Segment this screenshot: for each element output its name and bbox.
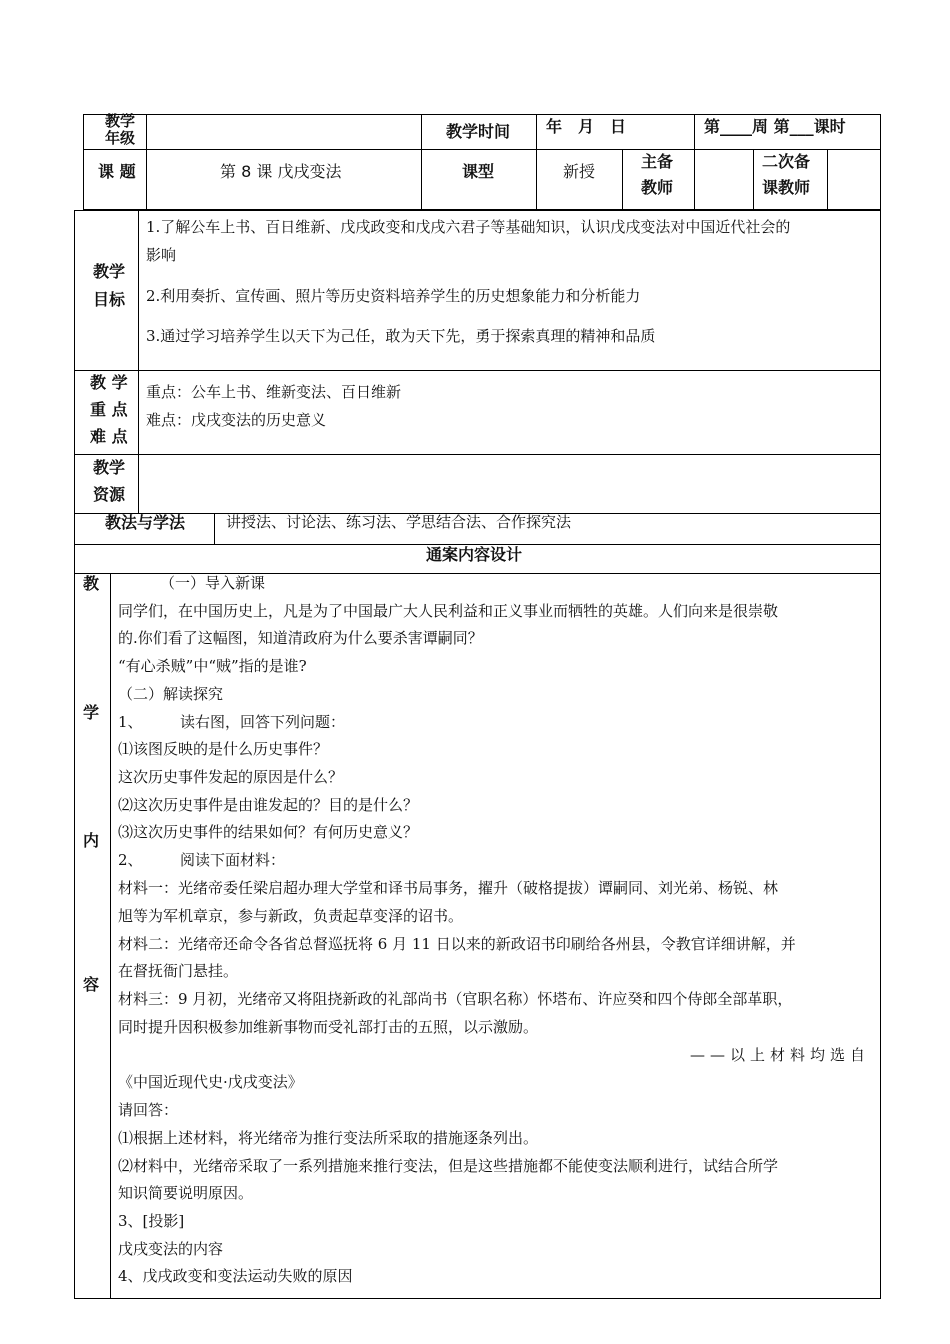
col-divider bbox=[536, 114, 537, 210]
content-side-char: 内 bbox=[83, 831, 100, 850]
main-prep-line2: 教师 bbox=[641, 178, 674, 197]
keypoints-label-line2: 重 点 bbox=[90, 400, 128, 419]
main-prep-line1: 主备 bbox=[641, 152, 674, 171]
content-line: 同时提升因积极参加维新事物而受礼部打击的五照，以示激励。 bbox=[118, 1018, 539, 1036]
topic-value: 第 8 课 戊戌变法 bbox=[220, 162, 342, 181]
content-line: “有心杀贼”中“贼”指的是谁? bbox=[118, 657, 307, 675]
content-line: ⑶这次历史事件的结果如何？有何历史意义？ bbox=[118, 823, 419, 841]
resources-label-line1: 教学 bbox=[93, 458, 126, 477]
methods-label: 教法与学法 bbox=[105, 513, 186, 532]
content-line: 请回答： bbox=[118, 1101, 179, 1119]
methods-col-divider bbox=[214, 513, 215, 544]
content-line: （一）导入新课 bbox=[160, 574, 266, 592]
content-col-divider bbox=[110, 573, 111, 1299]
type-value: 新授 bbox=[563, 162, 596, 181]
content-line: 2、 阅读下面材料： bbox=[118, 851, 286, 869]
content-line: （二）解读探究 bbox=[118, 685, 224, 703]
objectives-label bbox=[93, 258, 125, 314]
content-line: 这次历史事件发起的原因是什么？ bbox=[118, 768, 344, 786]
col-divider bbox=[827, 149, 828, 210]
resources-label bbox=[93, 454, 125, 508]
content-line: 材料三：9 月初，光绪帝又将阻挠新政的礼部尚书（官职名称）怀塔布、许应癸和四个侍郎全部革职， bbox=[118, 990, 793, 1008]
resources-label-line2: 资源 bbox=[93, 485, 126, 504]
content-side-char: 教 bbox=[83, 574, 100, 593]
content-side-char: 学 bbox=[83, 703, 100, 722]
content-line: ⑴该图反映的是什么历史事件？ bbox=[118, 740, 329, 758]
objective-item: 1.了解公车上书、百日维新、戊戌政变和戊戌六君子等基础知识，认识戊戌变法对中国近代社会的 bbox=[146, 218, 791, 236]
second-prep-label bbox=[762, 149, 810, 201]
topic-label: 课 题 bbox=[98, 162, 136, 181]
key-point: 重点：公车上书、维新变法、百日维新 bbox=[146, 383, 402, 401]
col-divider bbox=[421, 114, 422, 210]
content-line: ⑵这次历史事件是由谁发起的？目的是什么？ bbox=[118, 796, 419, 814]
content-line: 1、 读右图，回答下列问题： bbox=[118, 713, 346, 731]
objective-item: 2.利用奏折、宣传画、照片等历史资料培养学生的历史想象能力和分析能力 bbox=[146, 287, 641, 305]
objectives-label-line2: 目标 bbox=[93, 290, 126, 309]
content-line: 在督抚衙门悬挂。 bbox=[118, 962, 239, 980]
col-divider bbox=[622, 149, 623, 210]
content-line: 材料二：光绪帝还命令各省总督巡抚将 6 月 11 日以来的新政诏书印刷给各州县，令教官详细讲解，并 bbox=[118, 935, 796, 953]
content-line: 旭等为军机章京，参与新政，负责起草变泽的诏书。 bbox=[118, 907, 464, 925]
objective-item: 影响 bbox=[146, 246, 177, 264]
content-side-char: 容 bbox=[83, 975, 100, 994]
content-line: 同学们，在中国历史上，凡是为了中国最广大人民利益和正义事业而牺牲的英雄。人们向来是很崇敬 bbox=[118, 602, 779, 620]
content-line: 《中国近现代史·戊戌变法》 bbox=[118, 1073, 303, 1091]
content-line: 知识简要说明原因。 bbox=[118, 1184, 254, 1202]
label-col-divider bbox=[138, 210, 139, 514]
second-prep-line2: 课教师 bbox=[762, 178, 811, 197]
objectives-label-line1: 教学 bbox=[93, 262, 126, 281]
content-line: 戊戌变法的内容 bbox=[118, 1240, 224, 1258]
content-line: ⑴根据上述材料，将光绪帝为推行变法所采取的措施逐条列出。 bbox=[118, 1129, 539, 1147]
objective-item: 3.通过学习培养学生以天下为己任，敢为天下先，勇于探索真理的精神和品质 bbox=[146, 327, 656, 345]
date-text: 年 月 日 bbox=[546, 117, 627, 136]
content-line: ⑵材料中，光绪帝采取了一系列措施来推行变法，但是这些措施都不能使变法顺利进行，试结合所学 bbox=[118, 1157, 779, 1175]
grade-label-line2: 年级 bbox=[104, 129, 135, 147]
col-divider bbox=[146, 114, 147, 210]
source-citation: ——以上材料均选自 bbox=[689, 1046, 870, 1064]
col-divider bbox=[694, 114, 695, 210]
col-divider bbox=[753, 149, 754, 210]
design-title: 通案内容设计 bbox=[426, 545, 523, 564]
keypoints-label bbox=[90, 369, 128, 450]
time-label: 教学时间 bbox=[446, 122, 511, 141]
keypoints-label-line1: 教 学 bbox=[90, 373, 128, 392]
objectives-table bbox=[74, 210, 881, 514]
row-divider bbox=[74, 454, 881, 455]
week-text: 第____周 第___课时 bbox=[704, 117, 846, 136]
type-label: 课型 bbox=[462, 162, 495, 181]
second-prep-line1: 二次备 bbox=[762, 152, 811, 171]
content-line: 的.你们看了这幅图，知道清政府为什么要杀害谭嗣同？ bbox=[118, 629, 483, 647]
content-line: 材料一：光绪帝委任梁启超办理大学堂和译书局事务，擢升（破格提拔）谭嗣同、刘光弟、杨锐、林 bbox=[118, 879, 779, 897]
methods-value: 讲授法、讨论法、练习法、学思结合法、合作探究法 bbox=[226, 513, 572, 531]
keypoints-label-line3: 难 点 bbox=[90, 427, 128, 446]
content-line: 4、戊戌政变和变法运动失败的原因 bbox=[118, 1267, 353, 1285]
row-divider bbox=[74, 370, 881, 371]
main-prep-label bbox=[641, 149, 673, 201]
grade-label-line1: 教学 bbox=[104, 112, 135, 130]
difficult-point: 难点：戊戌变法的历史意义 bbox=[146, 411, 327, 429]
grade-label bbox=[100, 113, 140, 147]
content-line: 3、[投影] bbox=[118, 1212, 185, 1230]
